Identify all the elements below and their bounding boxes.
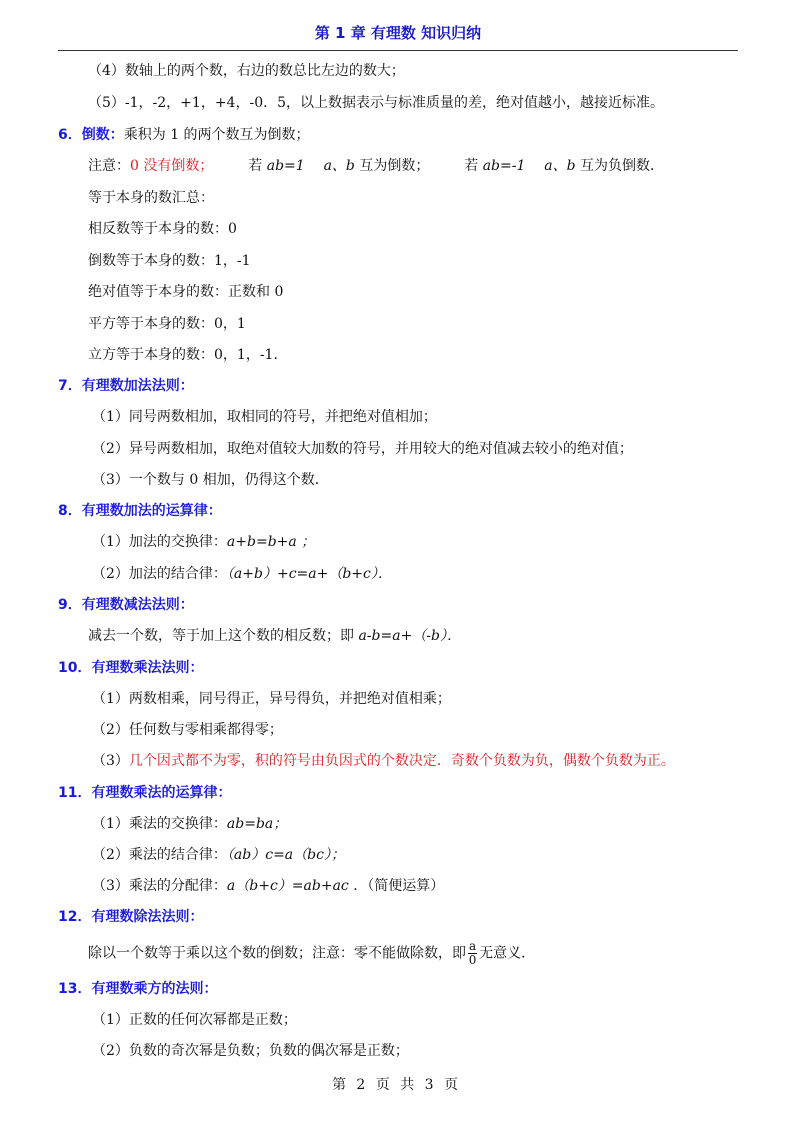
- fraction-numerator: a: [469, 939, 477, 953]
- item-label: （3）乘法的分配律：: [92, 878, 227, 894]
- item-tail: ．（简便运算）: [348, 878, 445, 894]
- item-formula: a+b=b+a ；: [226, 534, 316, 550]
- item-formula: （a+b）+c=a+（b+c）．: [226, 566, 392, 582]
- item-label: （1）乘法的交换律：: [92, 816, 227, 832]
- item-label: （3）: [92, 753, 129, 769]
- list-item: [92, 750, 793, 772]
- list-item: [92, 813, 793, 835]
- section-10-heading: 10．有理数乘法法则：: [58, 660, 204, 676]
- list-item: （4）数轴上的两个数，右边的数总比左边的数大；: [88, 63, 405, 79]
- item-label: （1）加法的交换律：: [92, 534, 227, 550]
- paragraph: [88, 940, 793, 967]
- list-item: （1）正数的任何次幂都是正数；: [92, 1012, 297, 1028]
- list-item: 绝对值等于本身的数：正数和 0: [88, 284, 284, 300]
- list-item: （2）负数的奇次幂是负数；负数的偶次幂是正数；: [92, 1043, 409, 1059]
- rule1-vars: a、b: [323, 158, 355, 174]
- section-11-heading: 11．有理数乘法的运算律：: [58, 785, 232, 801]
- item-formula: a（b+c）=ab+ac: [226, 878, 349, 894]
- section-definition: 乘积为 1 的两个数互为倒数；: [123, 127, 310, 143]
- list-item: （5）-1，-2，+1，+4，-0．5，以上数据表示与标准质量的差，绝对值越小，越接近标准。: [88, 95, 665, 111]
- list-item: [92, 875, 793, 897]
- rule2-vars: a、b: [544, 158, 576, 174]
- paragraph-text: 减去一个数，等于加上这个数的相反数；即: [88, 628, 359, 644]
- list-item: 相反数等于本身的数：0: [88, 221, 237, 237]
- item-label: （2）乘法的结合律：: [92, 847, 227, 863]
- list-item: 倒数等于本身的数：1，-1: [88, 253, 251, 269]
- note-line: [88, 155, 793, 177]
- item-formula: （ab）c=a（bc）；: [226, 847, 345, 863]
- note-emphasis: 0 没有倒数；: [130, 158, 214, 174]
- section-9-heading: 9．有理数减法法则：: [58, 597, 194, 613]
- note-label: 注意：: [88, 158, 130, 174]
- list-item: 平方等于本身的数：0，1: [88, 316, 246, 332]
- paragraph-text-end: 无意义．: [479, 945, 536, 962]
- rule2-expr: ab=-1: [482, 158, 526, 174]
- section-8-heading: 8．有理数加法的运算律：: [58, 503, 222, 519]
- item-formula: ab=ba；: [226, 816, 288, 832]
- list-item: （1）两数相乘，同号得正，异号得负，并把绝对值相乘；: [92, 691, 451, 707]
- list-item: [92, 563, 793, 585]
- list-item: （3）一个数与 0 相加，仍得这个数．: [92, 472, 329, 488]
- list-item: （2）任何数与零相乘都得零；: [92, 722, 283, 738]
- list-item: 立方等于本身的数：0，1，-1．: [88, 347, 288, 363]
- section-title: 倒数：: [81, 127, 124, 143]
- paragraph-formula: a-b=a+（-b）．: [358, 628, 461, 644]
- page-header: [58, 20, 738, 51]
- summary-title: 等于本身的数汇总：: [88, 190, 214, 206]
- list-item: （1）同号两数相加，取相同的符号，并把绝对值相加；: [92, 409, 437, 425]
- header-title: 第 1 章 有理数 知识归纳: [314, 24, 482, 42]
- paragraph: [88, 625, 793, 647]
- section-13-heading: 13．有理数乘方的法则：: [58, 981, 218, 997]
- section-7-heading: 7．有理数加法法则：: [58, 378, 194, 394]
- item-emphasis: 几个因式都不为零，积的符号由负因式的个数决定．奇数个负数为负，偶数个负数为正。: [128, 753, 675, 769]
- list-item: [92, 844, 793, 866]
- page-number: 第 2 页 共 3 页: [331, 1077, 462, 1093]
- section-12-heading: 12．有理数除法法则：: [58, 909, 204, 925]
- fraction-denominator: 0: [468, 953, 477, 967]
- page-footer: [0, 1074, 793, 1094]
- section-6-heading: [58, 124, 778, 146]
- item-label: （2）加法的结合律：: [92, 566, 227, 582]
- list-item: （2）异号两数相加，取绝对值较大加数的符号，并用较大的绝对值减去较小的绝对值；: [92, 441, 633, 457]
- fraction: [468, 940, 477, 967]
- rule2-tail: 互为负倒数．: [575, 158, 665, 174]
- rule1-expr: ab=1: [266, 158, 305, 174]
- rule2-if: 若: [464, 158, 483, 174]
- section-number: 6．: [58, 127, 82, 143]
- rule1-tail: 互为倒数；: [354, 158, 430, 174]
- list-item: [92, 531, 793, 553]
- paragraph-text: 除以一个数等于乘以这个数的倒数；注意：零不能做除数，即: [88, 945, 466, 962]
- rule1-if: 若: [248, 158, 267, 174]
